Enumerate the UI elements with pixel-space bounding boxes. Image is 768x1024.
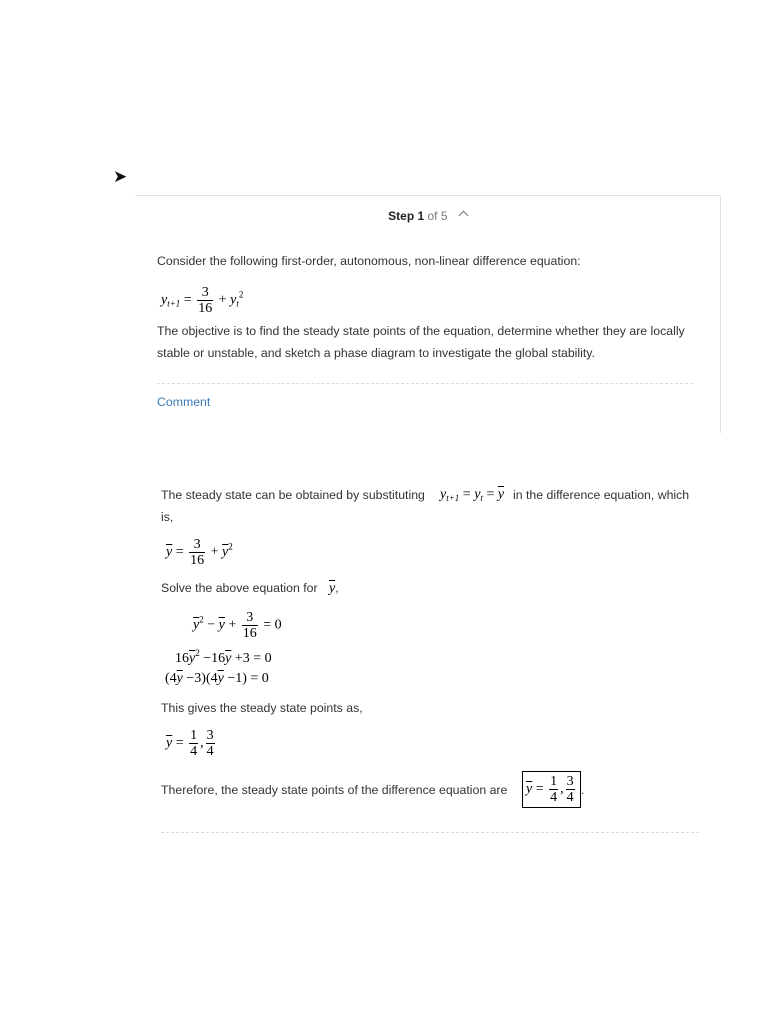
chevron-up-icon[interactable] (458, 211, 468, 221)
arrow-bullet-icon: ➤ (113, 167, 128, 186)
gives-text: This gives the steady state points as, (161, 701, 363, 715)
objective-line-2: stable or unstable, and sketch a phase diagram to investigate the global stability. (157, 346, 595, 360)
step-number: Step 1 (388, 209, 425, 223)
expanded-equation: $16\overline{y}^2 -16\overline{y} +3 = 0$ (175, 648, 272, 666)
steady-state-text-post: in the difference equation, which (513, 488, 690, 502)
therefore-text: Therefore, the steady state points of the difference equation are (161, 783, 508, 797)
solve-text: Solve the above equation for $\overline{y}$, (161, 581, 339, 596)
substitution-math: $y_{t+1} = y_t = \overline{y}$ (440, 487, 505, 503)
steady-state-text-pre: The steady state can be obtained by substituting (161, 488, 425, 502)
factored-equation: $(4\overline{y} -3)(4\overline{y} -1) = 0$ (165, 671, 269, 686)
objective-line-1: The objective is to find the steady state points of the equation, determine whether they are locally (157, 324, 685, 338)
step-card (135, 195, 721, 433)
step-total: of 5 (427, 209, 448, 223)
step-header[interactable] (135, 209, 720, 223)
intro-text: Consider the following first-order, autonomous, non-linear difference equation: (157, 254, 581, 268)
comment-link[interactable]: Comment (157, 395, 211, 409)
therefore-period: . (581, 783, 585, 797)
divider (157, 383, 693, 384)
boxed-answer: $\overline{y}$ = $\frac{1}{4}$ , $\frac{3}{4}$ (522, 771, 581, 808)
steady-state-text-line2: is, (161, 510, 174, 524)
steady-state-points: $\overline{y}$ = $\frac{1}{4}$ , $\frac{3}{4}$ (166, 728, 214, 759)
difference-equation: $y_{t+1}$ = $\frac{3}{16}$ + $y_t^2$ (161, 285, 244, 316)
bottom-divider (161, 832, 699, 833)
quadratic-equation: $\overline{y}^2 - \overline{y}$ + $\frac{3}{16}$ = 0 (193, 610, 282, 641)
steady-state-equation: $\overline{y}$ = $\frac{3}{16}$ + $\overline{y}^2$ (166, 537, 233, 568)
